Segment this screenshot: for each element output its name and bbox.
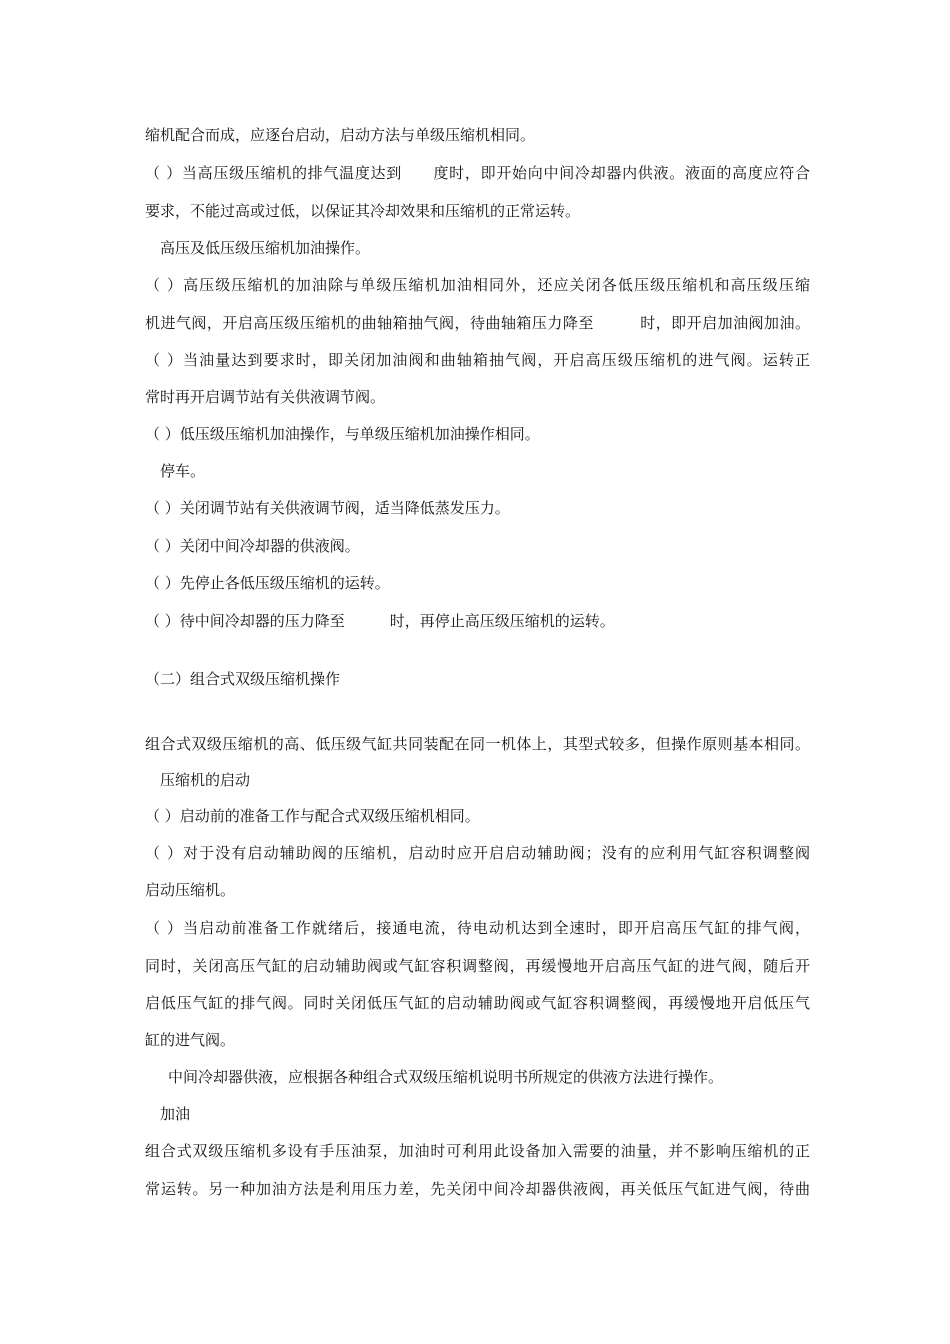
paragraph-line: （ ）高压级压缩机的加油除与单级压缩机加油相同外，还应关闭各低压级压缩机和高压级压缩 — [145, 276, 810, 294]
paragraph-line: （ ）对于没有启动辅助阀的压缩机，启动时应开启启动辅助阀；没有的应利用气缸容积调整阀 — [145, 844, 810, 862]
paragraph-line: 常运转。另一种加油方法是利用压力差，先关闭中间冷却器供液阀，再关低压气缸进气阀，待曲 — [145, 1180, 810, 1198]
paragraph-line: 同时，关闭高压气缸的启动辅助阀或气缸容积调整阀，再缓慢地开启高压气缸的进气阀，随后开 — [145, 957, 810, 975]
section-heading: 高压及低压级压缩机加油操作。 — [160, 239, 371, 257]
paragraph-line: （ ）当高压级压缩机的排气温度达到 度时，即开始向中间冷却器内供液。液面的高度应符合 — [145, 164, 810, 182]
paragraph-line: （ ）待中间冷却器的压力降至 时，再停止高压级压缩机的运转。 — [145, 612, 615, 630]
paragraph-line: （ ）启动前的准备工作与配合式双级压缩机相同。 — [145, 807, 480, 825]
paragraph-line: 缸的进气阀。 — [145, 1031, 236, 1049]
paragraph-line: 组合式双级压缩机多设有手压油泵，加油时可利用此设备加入需要的油量，并不影响压缩机的正 — [145, 1142, 810, 1160]
paragraph-line: 组合式双级压缩机的高、低压级气缸共同装配在同一机体上，其型式较多，但操作原则基本相同。 — [145, 735, 810, 753]
section-heading: （二）组合式双级压缩机操作 — [145, 670, 341, 688]
paragraph-line: （ ）当启动前准备工作就绪后，接通电流，待电动机达到全速时，即开启高压气缸的排气阀， — [145, 919, 810, 937]
section-heading: 压缩机的启动 — [160, 771, 251, 789]
paragraph-line: 中间冷却器供液，应根据各种组合式双级压缩机说明书所规定的供液方法进行操作。 — [168, 1068, 724, 1086]
paragraph-line: （ ）先停止各低压级压缩机的运转。 — [145, 574, 390, 592]
paragraph-line: （ ）低压级压缩机加油操作，与单级压缩机加油操作相同。 — [145, 425, 540, 443]
paragraph-line: （ ）关闭调节站有关供液调节阀，适当降低蒸发压力。 — [145, 499, 510, 517]
paragraph-line: 启低压气缸的排气阀。同时关闭低压气缸的启动辅助阀或气缸容积调整阀，再缓慢地开启低压气 — [145, 994, 810, 1012]
paragraph-line: （ ）关闭中间冷却器的供液阀。 — [145, 537, 360, 555]
paragraph-line: （ ）当油量达到要求时，即关闭加油阀和曲轴箱抽气阀，开启高压级压缩机的进气阀。运转正 — [145, 351, 810, 369]
section-heading: 停车。 — [160, 462, 206, 480]
paragraph-line: 机进气阀，开启高压级压缩机的曲轴箱抽气阀，待曲轴箱压力降至 时，即开启加油阀加油。 — [145, 314, 810, 332]
paragraph-line: 常时再开启调节站有关供液调节阀。 — [145, 388, 386, 406]
paragraph-line: 启动压缩机。 — [145, 881, 236, 899]
paragraph-line: 要求，不能过高或过低，以保证其冷却效果和压缩机的正常运转。 — [145, 202, 581, 220]
section-heading: 加油 — [160, 1105, 191, 1123]
paragraph-line: 缩机配合而成，应逐台启动，启动方法与单级压缩机相同。 — [145, 126, 536, 144]
